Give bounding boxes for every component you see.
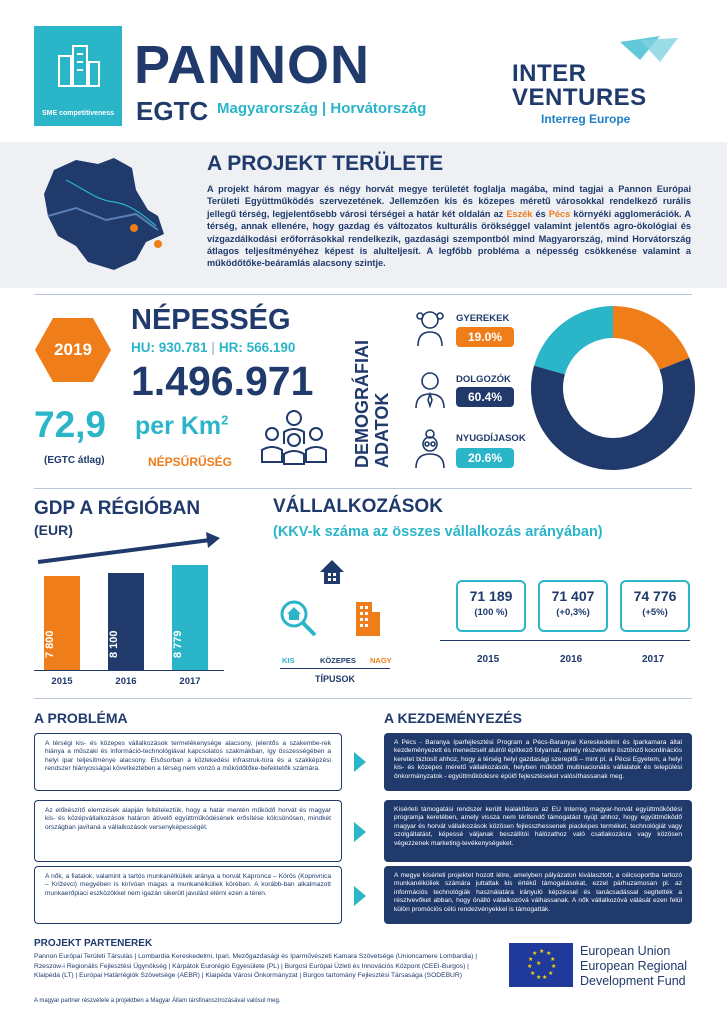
- city-eszek: Eszék: [506, 208, 533, 219]
- children-label: GYEREKEK: [456, 313, 510, 324]
- donut-slice-gyerekek: [613, 306, 689, 370]
- svg-text:★: ★: [536, 960, 542, 967]
- workers-value: 60.4%: [456, 387, 514, 407]
- donut-slice-nyugdíjasok: [534, 306, 613, 374]
- gdp-bar-2015: [44, 576, 80, 670]
- problem-title: A PROBLÉMA: [34, 710, 128, 726]
- svg-text:★: ★: [550, 956, 556, 963]
- building-icon: [53, 40, 103, 90]
- divider: [34, 698, 692, 699]
- project-area-text: A projekt három magyar és négy horvát megye területét foglalja magába, mind tagjai a Pannon Európai Területi Együttműködés szervezetének. Jellemzően kis és közepes méretű városokkal rendelkező rurális jellegű térség, legjelentősebb városi térségei a határ két oldalán az Eszék és Pécs környéki agglomerációk. A térség, annak ellenére, hogy gazdag és változatos kulturális örökséggel valamint jelentős agro-ökológiai és vízgazdálkodási erőforrásokkal rendelkezik, gazdasági szempontból mind Magyarország, mind Horvátország átlagos teljesítményéhez képest is alulteljesít. A legfőbb probléma a népesség csökkenése valamint a működőtőke-beáramlás alacsony szintje.: [207, 184, 691, 269]
- eu-line-2: European Regional: [580, 959, 688, 973]
- enterprise-year-2015: 2015: [477, 654, 500, 665]
- svg-text:★: ★: [551, 963, 557, 970]
- size-medium-label: KÖZEPES: [320, 656, 356, 665]
- density-note: (EGTC átlag): [44, 455, 105, 466]
- enterprise-count-2015: 71 189: [469, 588, 513, 604]
- enterprise-change-2015: (100 %): [474, 607, 508, 618]
- home-icon: [318, 558, 346, 586]
- gdp-year-label: 2016: [115, 676, 137, 687]
- types-label: TÍPUSOK: [315, 674, 356, 684]
- demographics-donut-chart: [529, 304, 697, 472]
- enterprise-year-2017: 2017: [642, 654, 665, 665]
- gdp-year-label: 2017: [179, 676, 201, 687]
- eu-fund-label: [580, 944, 687, 989]
- sme-competitiveness-badge: [34, 26, 122, 126]
- svg-text:★: ★: [532, 950, 538, 957]
- initiative-item-3: A megye kísérleti projektet hozott létre, amelyben pályázaton kiválasztott, a célcsoportba tartozó munkanélküliek számára juttattak kis értékű támogatásokat, ezzel párhuzamosan pl. az információs technológiák használatára irányuló képzéssel és tanácsadással segítették a résztvevőket abban, hogy önálló vállalkozóvá válhassanak. A nők vállalkozóvá válását ezen felül külön promóciós célú rendezvényekkel is támogatták.: [384, 866, 692, 924]
- gdp-bar-2017: [172, 565, 208, 670]
- problem-item-2: Az előkészítő elemzések alapján feltételeztük, hogy a határ mentén működő horvát és magyar kis- és középvállalkozások határon átívelő együttműködésének erősítése kölcsönösen, mindkét országban javítaná a vállalkozások versenyképességét.: [34, 800, 342, 862]
- arrow-icon: [354, 886, 366, 906]
- child-icon: [414, 308, 446, 348]
- interreg-logo-text: Interreg Europe: [541, 112, 631, 126]
- population-title: NÉPESSÉG: [131, 304, 291, 336]
- enterprise-count-2017: 74 776: [633, 588, 677, 604]
- partners-text: Pannon Európai Területi Társulás | Lombardia Kereskedelmi, Ipari, Mezőgazdasági és Iparművészeti Kamara Szövetsége (Unioncamere Lombardia) | Rzeszow-i Regionális Fejlesztési Ügynökség | Kárpátok Eurorégió Egyesülete (PL) | Burgosi Európai Üzleti és Innovációs Központ (CEEI-Burgos) | Klaipėda (LT) | Európai Határrégiók Szövetsége (AEBR) | Klaipėda Városi Önkormányzat | Burgos tartomány Fejlesztési Társasága (SODEBUR): [34, 953, 477, 980]
- gdp-bar-label: 8 100: [108, 630, 120, 658]
- sme-label: SME competitiveness: [42, 110, 114, 117]
- eu-line-3: Development Fund: [580, 974, 686, 988]
- population-year: 2019: [54, 340, 92, 359]
- initiative-title: A KEZDEMÉNYEZÉS: [384, 710, 522, 726]
- eu-flag-icon: [509, 943, 573, 987]
- arrow-icon: [354, 822, 366, 842]
- svg-text:★: ★: [546, 950, 552, 957]
- retirees-label: NYUGDÍJASOK: [456, 433, 526, 444]
- enterprise-box-2016: [538, 580, 608, 632]
- divider: [34, 488, 692, 489]
- density-unit: per Km$^2$: [135, 412, 229, 440]
- gdp-unit: (EUR): [34, 522, 73, 538]
- children-value: 19.0%: [456, 327, 514, 347]
- gdp-bar-label: 8 779: [172, 630, 184, 658]
- tall-building-icon: [354, 596, 382, 636]
- divider: [34, 294, 692, 295]
- interventures-logo-mark: [610, 34, 680, 64]
- magnifier-home-icon: [278, 598, 318, 638]
- gdp-title: GDP A RÉGIÓBAN: [34, 498, 201, 519]
- region-map: [36, 150, 186, 280]
- initiative-item-1: A Pécs - Baranya Iparfejlesztési Program a Pécs-Baranyai Kereskedelmi és Iparkamara által kezdeményezett és menedzselt alulról építkező folyamat, amely részvételre ösztönző koordinációs keretet biztosít ahhoz, hogy a térség helyi gazdasági szereplői – mint pl. a Pécsi Egyetem, a helyi kis- és közepes méretű vállalkozások, helyben működő multinacionális vállalatok és települési önkormányzatok - együttműködésre épülő fejlesztéseket valósíthassanak meg.: [384, 733, 692, 791]
- svg-text:★: ★: [536, 974, 542, 981]
- people-group-icon: [254, 406, 334, 468]
- eu-line-1: European Union: [580, 944, 671, 958]
- size-small-label: KIS: [282, 656, 295, 665]
- logo-line-2: VENTURES: [512, 84, 647, 111]
- initiative-item-2: Kísérleti támogatási rendszer került kialakításra az EU Interreg magyar-horvát együttműködési programja keretében, amely vissza nem térítendő támogatást nyújt ahhoz, hogy együttműködő magyar és horvát vállalkozások közösen fejlesszhessenek piacképes terméket, technológiát vagy szolgáltatást, képessé váljanak beszállítói hálózathoz való csatlakozásra vagy közösen végezzenek marketing-tevékenységeket.: [384, 800, 692, 862]
- types-axis: [280, 668, 390, 669]
- page-subtitle: EGTC: [136, 96, 209, 126]
- density-value: 72,9: [34, 404, 107, 445]
- enterprise-year-2016: 2016: [560, 654, 583, 665]
- donut-slice-dolgozók: [531, 358, 695, 470]
- enterprises-title: VÁLLALKOZÁSOK: [273, 496, 443, 517]
- svg-text:★: ★: [542, 974, 548, 981]
- svg-text:★: ★: [539, 948, 545, 955]
- eu-stars-icon: [509, 943, 573, 987]
- enterprise-axis: [440, 640, 690, 641]
- svg-text:★: ★: [528, 956, 534, 963]
- population-total: 1.496.971: [131, 358, 314, 404]
- worker-icon: [414, 370, 446, 410]
- logo-line-1: INTER: [512, 60, 587, 87]
- page-title: PANNON: [134, 35, 371, 95]
- gdp-year-label: 2015: [51, 676, 73, 687]
- enterprise-box-2015: [456, 580, 526, 632]
- partners-title: PROJEKT PARTENEREK: [34, 938, 153, 949]
- project-area-title: A PROJEKT TERÜLETE: [207, 152, 444, 175]
- interventures-logo: [512, 62, 647, 110]
- svg-text:★: ★: [527, 963, 533, 970]
- problem-item-1: A térségi kis- és közepes vállalkozások termelékenysége alacsony, jelentős a szakembe-rek hiánya a műszaki és információ-technológiával kapcsolatos szakmákban, így összességében a helyi ipar teljesítménye alacsony. Elsősorban a közlekedési infrastruk-túra és a szakképzési rendszer hiányosságai következtében a térség nem vonzó a működőtőke-befektetők számára.: [34, 733, 342, 791]
- gdp-axis: [34, 670, 224, 671]
- enterprise-change-2016: (+0,3%): [556, 607, 590, 618]
- svg-text:★: ★: [548, 970, 554, 977]
- population-breakdown: HU: 930.781 | HR: 566.190: [131, 340, 296, 355]
- footnote: A magyar partner részvétele a projektben a Magyar Állam társfinanszírozásával valósul meg.: [34, 998, 281, 1004]
- enterprise-change-2017: (+5%): [642, 607, 668, 618]
- gdp-bar-label: 7 800: [44, 630, 56, 658]
- city-pecs: Pécs: [548, 208, 571, 219]
- retiree-icon: [414, 428, 446, 470]
- problem-item-3: A nők, a fiatalok, valamint a tartós munkanélküliek aránya a horvát Kapronca – Körös (Koprivnica – Križevci) megyében is kirívóan magas a munkanélküliek körében. A korább-ban alkalmazott munkaerőpiaci eszközökkel nem igazán sikerült javulást elérni ezen a téren.: [34, 866, 342, 924]
- density-label: NÉPSŰRŰSÉG: [148, 455, 233, 469]
- demographics-title: DEMOGRÁFIAI ADATOK: [352, 340, 392, 468]
- arrow-icon: [354, 752, 366, 772]
- enterprise-box-2017: [620, 580, 690, 632]
- size-large-label: NAGY: [370, 656, 392, 665]
- svg-text:★: ★: [530, 970, 536, 977]
- workers-label: DOLGOZÓK: [456, 374, 511, 385]
- countries-label: Magyarország | Horvátország: [217, 100, 427, 117]
- enterprise-count-2016: 71 407: [551, 588, 595, 604]
- retirees-value: 20.6%: [456, 448, 514, 468]
- gdp-bar-2016: [108, 573, 144, 670]
- enterprises-subtitle: (KKV-k száma az összes vállalkozás arányában): [273, 524, 603, 540]
